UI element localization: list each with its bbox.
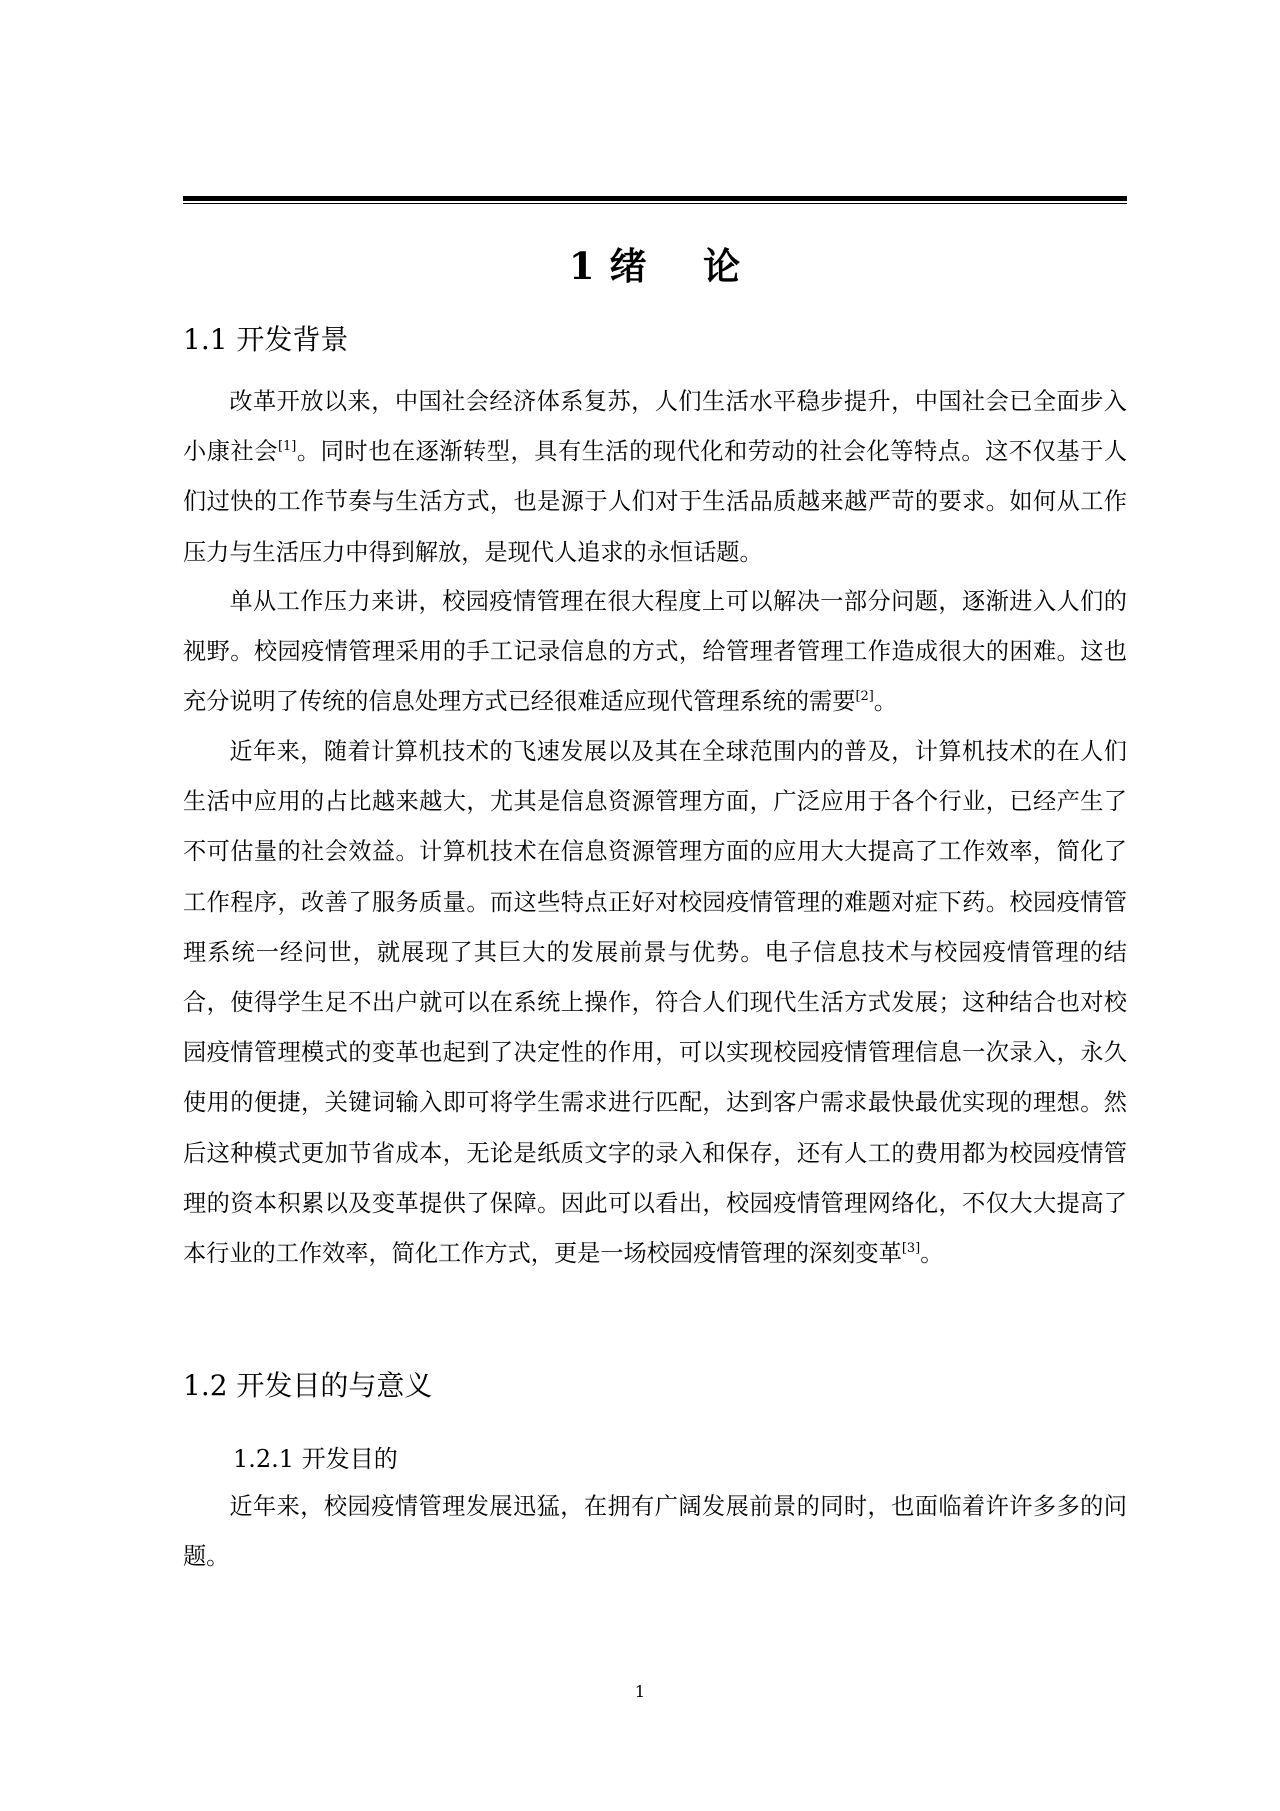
section-heading-1-2: 1.2 开发目的与意义: [183, 1369, 433, 1402]
citation-2[interactable]: [2]: [855, 689, 874, 705]
paragraph-text: 。: [873, 688, 898, 716]
citation-1[interactable]: [1]: [277, 439, 297, 455]
paragraph-background-1: [183, 377, 1127, 578]
paragraph-background-2: [183, 577, 1127, 728]
header-rule-thin: [183, 203, 1127, 204]
paragraph-purpose-1: [183, 1482, 1127, 1582]
paragraph-text: 。: [920, 1240, 944, 1268]
chapter-title: 1 绪 论: [568, 244, 742, 288]
paragraph-text: 。同时也在逐渐转型，具有生活的现代化和劳动的社会化等特点。这不仅基于人们过快的工作节奏与生活方式，也是源于人们对于生活品质越来越严苛的要求。如何从工作压力与生活压力中得到解放，是现代人追求的永恒话题。: [183, 438, 1128, 566]
page-number: 1: [634, 1682, 646, 1701]
subsection-heading-1-2-1: 1.2.1 开发目的: [233, 1445, 398, 1473]
citation-3[interactable]: [3]: [901, 1241, 921, 1257]
header-rule-thick: [183, 196, 1127, 201]
paragraph-text: 近年来，校园疫情管理发展迅猛，在拥有广阔发展前景的同时，也面临着许许多多的问题。: [183, 1493, 1127, 1571]
paragraph-text: 近年来，随着计算机技术的飞速发展以及其在全球范围内的普及，计算机技术的在人们生活中应用的占比越来越大，尤其是信息资源管理方面，广泛应用于各个行业，已经产生了不可估量的社会效益。计算机技术在信息资源管理方面的应用大大提高了工作效率，简化了工作程序，改善了服务质量。而这些特点正好对校园疫情管理的难题对症下药。校园疫情管理系统一经问世，就展现了其巨大的发展前景与优势。电子信息技术与校园疫情管理的结合，使得学生足不出户就可以在系统上操作，符合人们现代生活方式发展；这种结合也对校园疫情管理模式的变革也起到了决定性的作用，可以实现校园疫情管理信息一次录入，永久使用的便捷，关键词输入即可将学生需求进行匹配，达到客户需求最快最优实现的理想。然后这种模式更加节省成本，无论是纸质文字的录入和保存，还有人工的费用都为校园疫情管理的资本积累以及变革提供了保障。因此可以看出，校园疫情管理网络化，不仅大大提高了本行业的工作效率，简化工作方式，更是一场校园疫情管理的深刻变革: [183, 738, 1127, 1268]
paragraph-background-3: [183, 727, 1127, 1279]
paragraph-text: 改革开放以来，中国社会经济体系复苏，人们生活水平稳步提升，中国社会已全面步入小康社会: [183, 388, 1127, 466]
paragraph-text: 单从工作压力来讲，校园疫情管理在很大程度上可以解决一部分问题，逐渐进入人们的视野。校园疫情管理采用的手工记录信息的方式，给管理者管理工作造成很大的困难。这也充分说明了传统的信息处理方式已经很难适应现代管理系统的需要: [183, 588, 1127, 716]
section-heading-1-1: 1.1 开发背景: [183, 323, 349, 356]
